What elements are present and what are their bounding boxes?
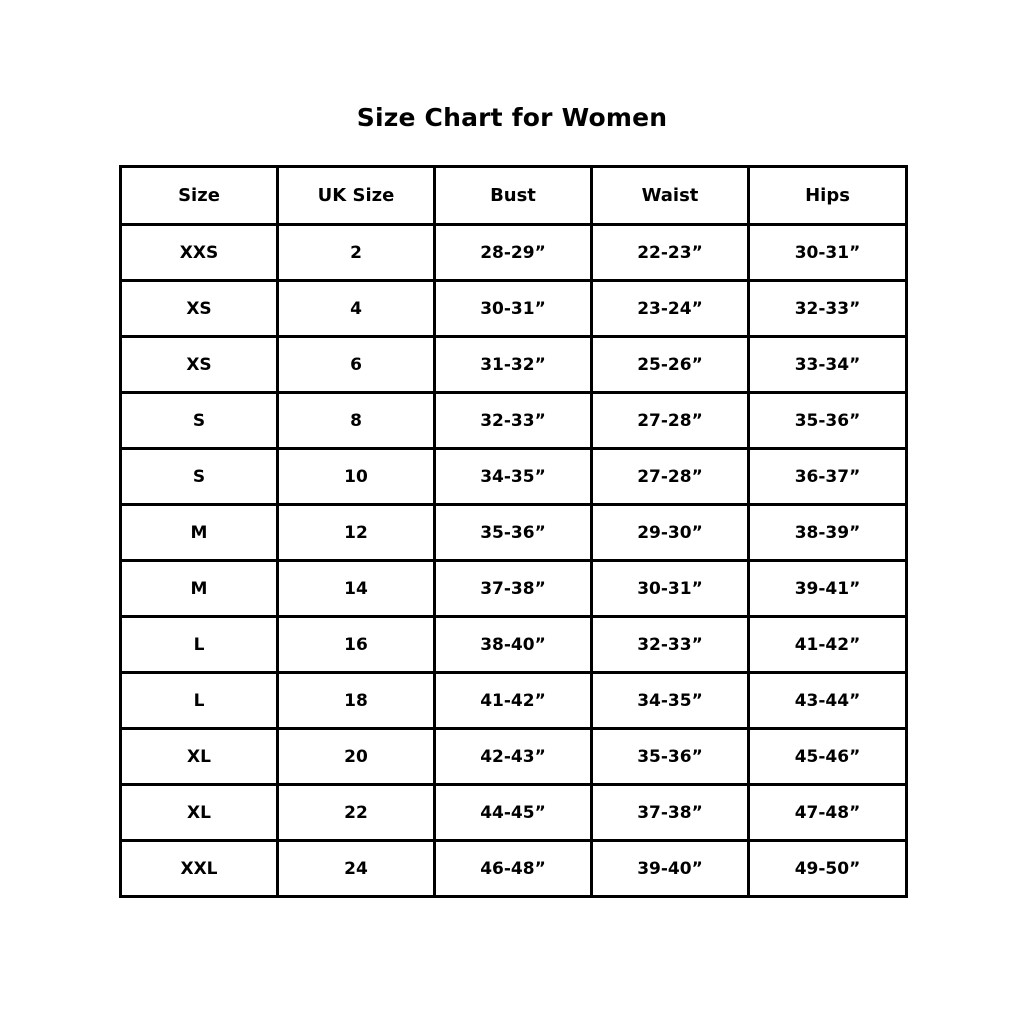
column-header-waist: Waist xyxy=(592,167,749,225)
cell-waist: 34-35” xyxy=(592,673,749,729)
cell-uk-size: 6 xyxy=(278,337,435,393)
cell-size: S xyxy=(121,449,278,505)
size-chart-table xyxy=(119,165,908,898)
cell-bust: 32-33” xyxy=(435,393,592,449)
cell-bust: 30-31” xyxy=(435,281,592,337)
cell-hips: 47-48” xyxy=(749,785,907,841)
cell-uk-size: 8 xyxy=(278,393,435,449)
cell-waist: 23-24” xyxy=(592,281,749,337)
cell-uk-size: 22 xyxy=(278,785,435,841)
table-row xyxy=(121,337,907,393)
cell-waist: 32-33” xyxy=(592,617,749,673)
cell-hips: 38-39” xyxy=(749,505,907,561)
cell-uk-size: 14 xyxy=(278,561,435,617)
cell-hips: 45-46” xyxy=(749,729,907,785)
table-row xyxy=(121,729,907,785)
cell-hips: 41-42” xyxy=(749,617,907,673)
cell-uk-size: 4 xyxy=(278,281,435,337)
cell-size: L xyxy=(121,673,278,729)
column-header-bust: Bust xyxy=(435,167,592,225)
cell-size: XS xyxy=(121,281,278,337)
cell-size: M xyxy=(121,505,278,561)
table-header-row xyxy=(121,167,907,225)
cell-waist: 35-36” xyxy=(592,729,749,785)
table-row xyxy=(121,281,907,337)
table-row xyxy=(121,785,907,841)
cell-size: S xyxy=(121,393,278,449)
table-row xyxy=(121,225,907,281)
cell-waist: 39-40” xyxy=(592,841,749,897)
cell-hips: 35-36” xyxy=(749,393,907,449)
cell-size: XXL xyxy=(121,841,278,897)
page-title: Size Chart for Women xyxy=(356,103,668,132)
column-header-size: Size xyxy=(121,167,278,225)
table-row xyxy=(121,449,907,505)
cell-bust: 41-42” xyxy=(435,673,592,729)
table-row xyxy=(121,841,907,897)
table-header xyxy=(121,167,907,225)
cell-uk-size: 16 xyxy=(278,617,435,673)
cell-uk-size: 20 xyxy=(278,729,435,785)
cell-bust: 34-35” xyxy=(435,449,592,505)
cell-uk-size: 18 xyxy=(278,673,435,729)
cell-bust: 44-45” xyxy=(435,785,592,841)
cell-size: M xyxy=(121,561,278,617)
table-row xyxy=(121,393,907,449)
cell-waist: 27-28” xyxy=(592,449,749,505)
cell-bust: 31-32” xyxy=(435,337,592,393)
cell-hips: 33-34” xyxy=(749,337,907,393)
cell-waist: 37-38” xyxy=(592,785,749,841)
cell-hips: 49-50” xyxy=(749,841,907,897)
table-row xyxy=(121,617,907,673)
cell-hips: 32-33” xyxy=(749,281,907,337)
cell-bust: 46-48” xyxy=(435,841,592,897)
cell-size: XXS xyxy=(121,225,278,281)
column-header-uk-size: UK Size xyxy=(278,167,435,225)
cell-bust: 37-38” xyxy=(435,561,592,617)
cell-waist: 22-23” xyxy=(592,225,749,281)
cell-hips: 36-37” xyxy=(749,449,907,505)
cell-hips: 39-41” xyxy=(749,561,907,617)
cell-waist: 27-28” xyxy=(592,393,749,449)
column-header-hips: Hips xyxy=(749,167,907,225)
table-body xyxy=(121,225,907,897)
cell-size: XS xyxy=(121,337,278,393)
cell-uk-size: 24 xyxy=(278,841,435,897)
cell-bust: 35-36” xyxy=(435,505,592,561)
cell-hips: 43-44” xyxy=(749,673,907,729)
table-row xyxy=(121,505,907,561)
cell-uk-size: 2 xyxy=(278,225,435,281)
cell-bust: 42-43” xyxy=(435,729,592,785)
cell-hips: 30-31” xyxy=(749,225,907,281)
cell-size: L xyxy=(121,617,278,673)
cell-waist: 25-26” xyxy=(592,337,749,393)
cell-waist: 30-31” xyxy=(592,561,749,617)
cell-uk-size: 10 xyxy=(278,449,435,505)
cell-bust: 38-40” xyxy=(435,617,592,673)
cell-size: XL xyxy=(121,729,278,785)
cell-waist: 29-30” xyxy=(592,505,749,561)
cell-bust: 28-29” xyxy=(435,225,592,281)
table-row xyxy=(121,673,907,729)
size-chart-table-container xyxy=(119,165,905,898)
table-row xyxy=(121,561,907,617)
cell-size: XL xyxy=(121,785,278,841)
cell-uk-size: 12 xyxy=(278,505,435,561)
